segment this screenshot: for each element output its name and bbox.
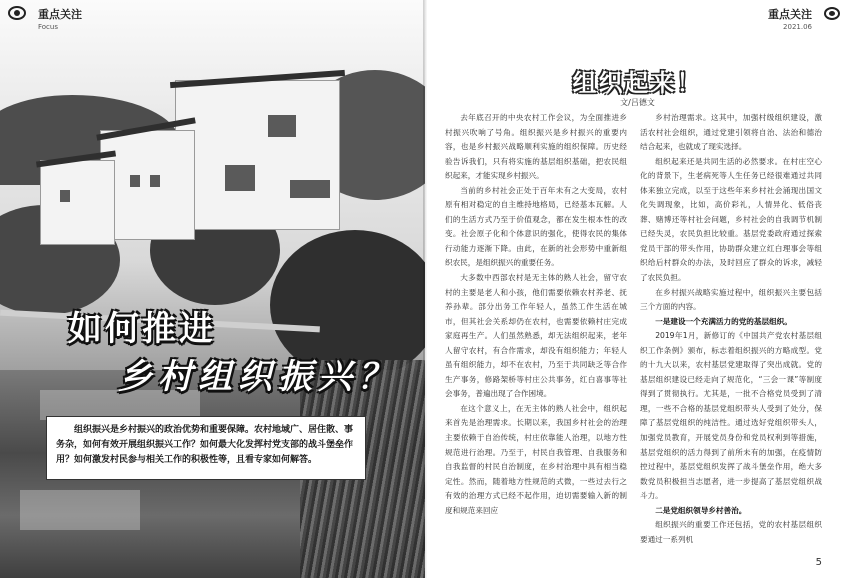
right-page bbox=[425, 0, 850, 578]
section-name-en: Focus bbox=[38, 23, 58, 31]
article-column-right bbox=[640, 111, 822, 566]
page-number: 5 bbox=[815, 557, 822, 568]
article-paragraph: 当前的乡村社会正处于百年未有之大变局，农村原有相对稳定的自主维持地格局，已经基本瓦解。人们的生活方式乃至于价值观念，都在发生根本性的改变。社会原子化和个体意识的强化，使得农民的集体行动能力逐渐下降。由此，在新的社会形势中重新组织农民，是组织振兴的重要任务。 bbox=[445, 185, 627, 268]
article-paragraph: 在这个意义上，在无主体的熟人社会中，组织起来首先是治理需求。长期以来，我国乡村社会的治理主要依赖于自治传统，村庄依靠能人治理，以地方性规范进行治理。乃至于，村民自我管理、自我服务和自我监督的村民自治制度，在乡村治理中具有相当稳定性。然而，随着地方性规范的式微，一些过去行之有效的治理方式已经不起作用，迫切需要输入新的制度和规范来回应 bbox=[445, 403, 627, 515]
article-paragraph: 大多数中西部农村是无主体的熟人社会，留守农村的主要是老人和小孩，他们需要依赖农村养老、抚养孙辈。部分出务工作年轻人，虽然工作生活在城市，但其社会关系却仍在农村，也需要依赖村庄完成家庭再生产。人们虽然熟悉，却无法组织起来，老年人留守农村，有合作需求，却没有组织能力；年轻人虽有组织能力，却不在农村，乃至于共同缺乏等合作生产事务，修路架桥等村庄公共事务，红白喜事等社会事务，普遍出现了合作困境。 bbox=[445, 273, 627, 399]
intro-box: 组织振兴是乡村振兴的政治优势和重要保障。农村地域广、居住散、事务杂，如何有效开展组织振兴工作？如何最大化发挥村党支部的战斗堡垒作用？如何激发村民参与相关工作的积极性等，且看专家如何解答。 bbox=[46, 416, 366, 480]
photo-window bbox=[130, 175, 140, 187]
photo-reflection bbox=[20, 490, 140, 530]
feature-title-line1: 如何推进 bbox=[68, 309, 216, 349]
article-paragraph: 组织振兴的重要工作还包括，党的农村基层组织要通过一系列机 bbox=[640, 520, 822, 544]
photo-window bbox=[60, 190, 70, 202]
eye-logo-icon bbox=[8, 6, 26, 20]
article-author: 文/吕德文 bbox=[620, 98, 655, 107]
article-paragraph: 乡村治理需求。这其中，加强村级组织建设，激活农村社会组织，通过党建引领将自治、法治和德治结合起来，也就成了现实选择。 bbox=[640, 113, 822, 152]
photo-building bbox=[175, 80, 340, 230]
feature-title-line2: 乡村组织振兴？ bbox=[118, 357, 398, 397]
article-column-left bbox=[445, 111, 627, 566]
photo-window bbox=[268, 115, 296, 137]
article-paragraph: 在乡村振兴战略实施过程中，组织振兴主要包括三个方面的内容。 bbox=[640, 287, 822, 312]
article-paragraph: 2019年1月，新修订的《中国共产党农村基层组织工作条例》颁布，标志着组织振兴的方略成型。党的十九大以来，农村基层党建取得了突出成就。党的基层组织建设已经走向了规范化，“三会一课”等制度得到了贯彻执行。尤其是，一批不合格党员受到了清理，一些不合格的基层党组织带头人受到了处分，保障了基层党组织的纯洁性。通过选好党组织带头人，加强党员教育，开展党员身份和党员权利到等措施，基层党组织的活力得到了前所未有的加强，在疫情防控过程中，基层党组织发挥了战斗堡垒作用，绝大多数党员积极担当志愿者，进一步提高了基层党组织战斗力。 bbox=[640, 331, 822, 501]
eye-logo-icon bbox=[824, 7, 840, 20]
issue-date: 2021.06 bbox=[783, 23, 812, 31]
article-subheading: 一是建设一个充满活力的党的基层组织。 bbox=[655, 316, 792, 326]
left-header bbox=[38, 6, 82, 31]
page-spine bbox=[423, 0, 427, 578]
article-subheading: 二是党组织领导乡村善治。 bbox=[655, 505, 747, 515]
section-name: 重点关注 bbox=[768, 8, 812, 21]
photo-window bbox=[150, 175, 160, 187]
article-title: 组织起来！ bbox=[572, 69, 703, 97]
article-paragraph: 组织起来还是共同生活的必然要求。在村庄空心化的背景下，生老病死等人生任务已经很难通过共同体来独立完成，以至于这些年来乡村社会涌现出国文化失调现象，比如，高价彩礼，人情异化、低俗丧葬、赌博还等村社会问题，乡村社会的自我调节机制已经失灵，农民负担比较重。基层党委政府通过探索党员干部的带头作用，协助群众建立红白理事会等组织给后村群众的办法，及时回应了群众的诉求，减轻了农民负担。 bbox=[640, 156, 822, 283]
article-paragraph: 去年底召开的中央农村工作会议，为全面推进乡村振兴吹响了号角。组织振兴是乡村振兴的重要内容，也是乡村振兴战略顺利实施的组织保障。历史经验告诉我们，只有将实施的基层组织基础，把农民组织起来，才能实现乡村振兴。 bbox=[445, 113, 627, 181]
photo-building bbox=[40, 160, 115, 245]
right-header bbox=[768, 6, 812, 31]
photo-window bbox=[225, 165, 255, 191]
section-name: 重点关注 bbox=[38, 8, 82, 21]
photo-window bbox=[290, 180, 330, 198]
